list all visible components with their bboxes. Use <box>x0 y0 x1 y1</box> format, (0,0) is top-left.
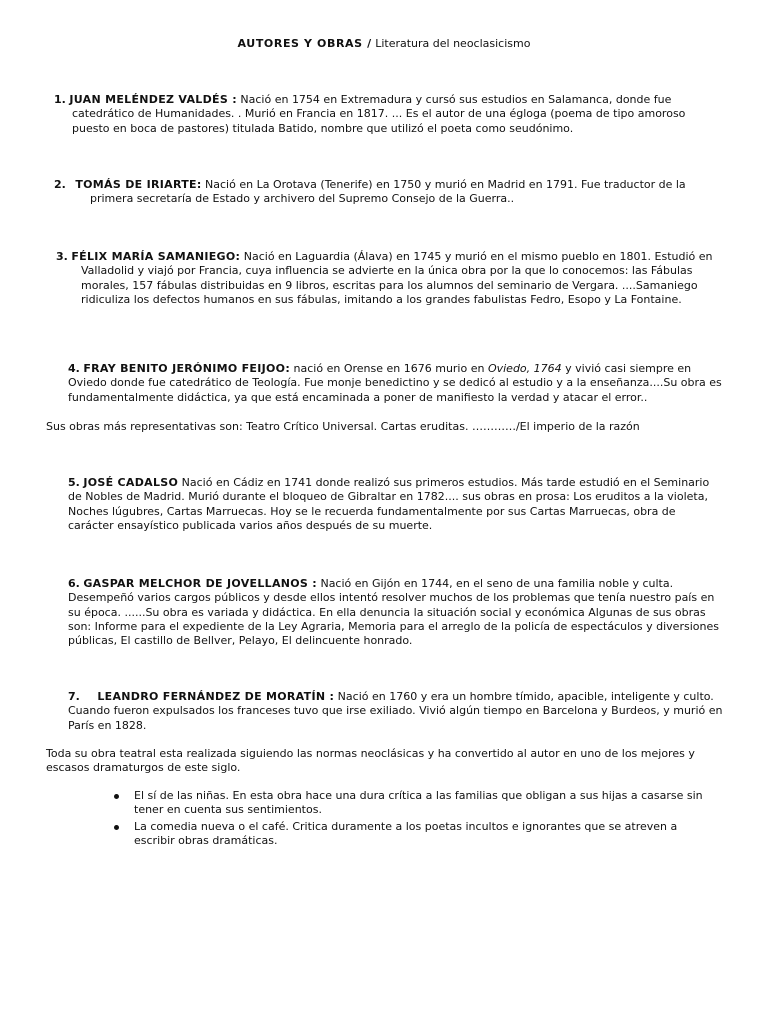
entry-text: Nació en La Orotava (Tenerife) en 1750 y murió en Madrid en 1791. Fue traductor de la primera secretaría de Estado y archivero del Supremo Consejo de la Guerra.. <box>90 178 686 206</box>
bullet-icon <box>114 794 119 799</box>
entry-number: 7. <box>68 690 80 703</box>
entry-3 <box>56 250 718 307</box>
entry-number: 2. <box>54 178 66 191</box>
list-item <box>114 789 714 818</box>
entry-number: 3. <box>56 250 68 263</box>
author-name: FRAY BENITO JERÓNIMO FEIJOO: <box>83 362 291 375</box>
entry-text-a: nació en Orense en 1676 murio en <box>290 362 488 375</box>
entry-text: Nació en Gijón en 1744, en el seno de una familia noble y culta. Desempeñó varios cargos públicos y desde ellos intentó resolver muchos de los problemas que tenía nuestro país en su época. ......Su obra es variada y didáctica. En ella denuncia la situación social y económica Algunas de sus obras son: Informe para el expediente de la Ley Agraria, Memoria para el arreglo de la policía de espectáculos y diversiones públicas, El castillo de Bellver, Pelayo, El delincuente honrado. <box>68 577 719 648</box>
author-name: TOMÁS DE IRIARTE: <box>75 178 202 191</box>
entry-number: 1. <box>54 93 66 106</box>
author-name: GASPAR MELCHOR DE JOVELLANOS : <box>83 577 317 590</box>
entry-text-b: y vivió casi siempre en Oviedo donde fue catedrático de Teología. Fue monje benedictino y se dedicó al estudio y a la enseñanza....Su obra es fundamentalmente didáctica, ya que está encaminada a poner de manifiesto la verdad y atacar el error.. <box>68 362 722 404</box>
entry-number: 6. <box>68 577 80 590</box>
entry-2 <box>54 178 726 207</box>
entry-text: Nació en 1760 y era un hombre tímido, apacible, inteligente y culto. Cuando fueron expulsados los franceses tuvo que irse exiliado. Vivió algún tiempo en Barcelona y Burdeos, y murió en París en 1828. <box>68 690 723 732</box>
entry-text: Nació en Cádiz en 1741 donde realizó sus primeros estudios. Más tarde estudió en el Seminario de Nobles de Madrid. Murió durante el bloqueo de Gibraltar en 1782.... sus obras en prosa: Los eruditos a la violeta, Noches lúgubres, Cartas Marruecas. Hoy se le recuerda fundamentalmente por sus Cartas Marruecas, obra de carácter ensayístico publicada varios años después de su muerte. <box>68 476 710 532</box>
author-name: JUAN MELÉNDEZ VALDÉS : <box>69 93 237 106</box>
bullet-icon <box>114 825 119 830</box>
entry-6 <box>68 577 722 648</box>
works-list <box>114 789 714 850</box>
document-title <box>0 37 768 51</box>
entry-4 <box>68 362 726 405</box>
author-name: FÉLIX MARÍA SAMANIEGO: <box>71 250 241 263</box>
entry-number: 5. <box>68 476 80 489</box>
entry-7 <box>68 690 724 733</box>
entry-text: Nació en Laguardia (Álava) en 1745 y murió en el mismo pueblo en 1801. Estudió en Valladolid y viajó por Francia, cuya influencia se advierte en la única obra por la que lo conocemos: las Fábulas morales, 157 fábulas distribuidas en 9 libros, escritas para los alumnos del seminario de Vergara. ....Samaniego ridiculiza los defectos humanos en sus fábulas, imitando a los grandes fabulistas Fedro, Esopo y La Fontaine. <box>81 250 713 306</box>
entry-4-works: Sus obras más representativas son: Teatro Crítico Universal. Cartas eruditas. …………/El imperio de la razón <box>46 420 640 433</box>
entry-text: Nació en 1754 en Extremadura y cursó sus estudios en Salamanca, donde fue catedrático de Humanidades. . Murió en Francia en 1817. ... Es el autor de una égloga (poema de tipo amoroso puesto en boca de pastores) titulada Batido, nombre que utilizó el poeta como seudónimo. <box>72 93 686 135</box>
author-name: JOSÉ CADALSO <box>83 476 179 489</box>
title-subtitle: Literatura del neoclasicismo <box>371 37 531 50</box>
entry-1 <box>54 93 714 136</box>
list-item-text: El sí de las niñas. En esta obra hace una dura crítica a las familias que obligan a sus hijas a casarse sin tener en cuenta sus sentimientos. <box>134 789 703 817</box>
entry-text-italic: Oviedo, 1764 <box>487 362 562 375</box>
closing-paragraph: Toda su obra teatral esta realizada siguiendo las normas neoclásicas y ha convertido al autor en uno de los mejores y escasos dramaturgos de este siglo. <box>46 747 695 775</box>
title-bold: AUTORES Y OBRAS / <box>237 37 372 50</box>
entry-5 <box>68 476 718 533</box>
list-item-text: La comedia nueva o el café. Critica duramente a los poetas incultos e ignorantes que se atreven a escribir obras dramáticas. <box>134 819 678 847</box>
entry-number: 4. <box>68 362 80 375</box>
list-item <box>114 820 714 849</box>
author-name: LEANDRO FERNÁNDEZ DE MORATÍN : <box>97 690 335 703</box>
